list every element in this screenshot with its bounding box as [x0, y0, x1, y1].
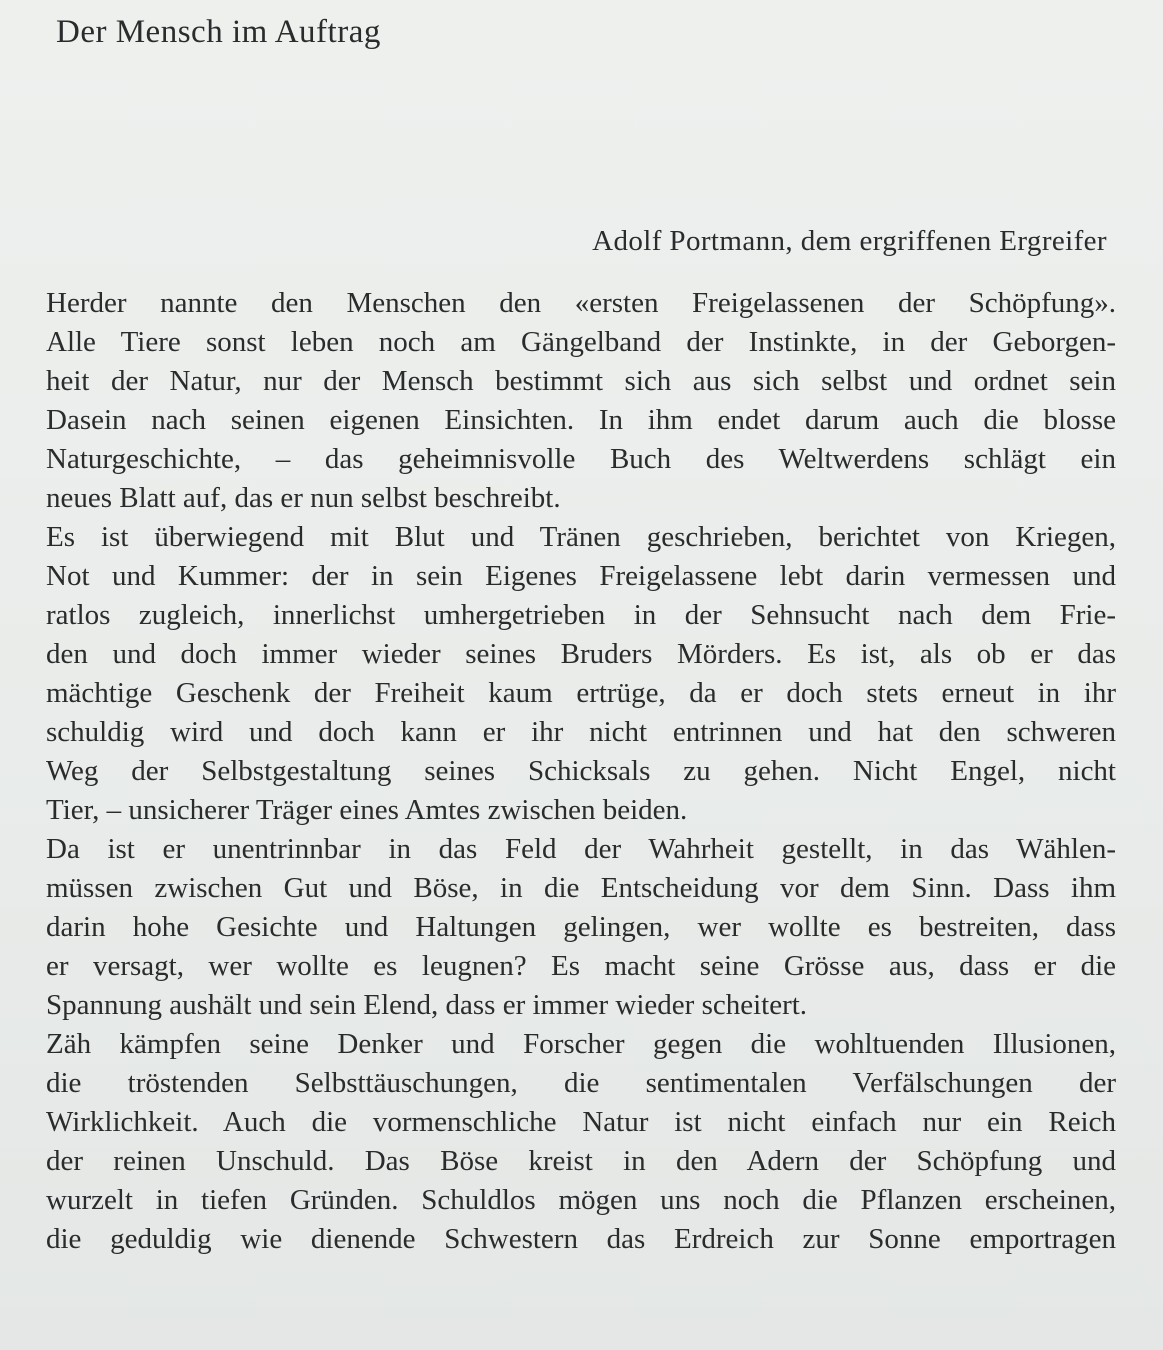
text-line: Spannung aushält und sein Elend, dass er immer wieder scheitert. — [46, 989, 808, 1021]
text-line: die tröstenden Selbsttäuschungen, die sentimentalen Verfälschungen der — [46, 1067, 1116, 1099]
paragraph — [46, 518, 1116, 830]
text-line: Alle Tiere sonst leben noch am Gängelband der Instinkte, in der Geborgen- — [46, 326, 1116, 358]
text-line: mächtige Geschenk der Freiheit kaum ertrüge, da er doch stets erneut in ihr — [46, 677, 1116, 709]
page-title: Der Mensch im Auftrag — [56, 14, 381, 50]
body-text — [46, 284, 1116, 1259]
text-line: ratlos zugleich, innerlichst umhergetrieben in der Sehnsucht nach dem Frie- — [46, 599, 1116, 631]
text-line: darin hohe Gesichte und Haltungen gelingen, wer wollte es bestreiten, dass — [46, 911, 1116, 943]
text-line: Wirklichkeit. Auch die vormenschliche Natur ist nicht einfach nur ein Reich — [46, 1106, 1116, 1138]
text-line: die geduldig wie dienende Schwestern das Erdreich zur Sonne emportragen — [46, 1223, 1116, 1255]
text-line: Dasein nach seinen eigenen Einsichten. In ihm endet darum auch die blosse — [46, 404, 1116, 436]
text-line: neues Blatt auf, das er nun selbst beschreibt. — [46, 482, 561, 514]
text-line: wurzelt in tiefen Gründen. Schuldlos mögen uns noch die Pflanzen erscheinen, — [46, 1184, 1116, 1216]
text-line: Es ist überwiegend mit Blut und Tränen geschrieben, berichtet von Kriegen, — [46, 521, 1116, 553]
text-line: schuldig wird und doch kann er ihr nicht entrinnen und hat den schweren — [46, 716, 1116, 748]
text-line: Da ist er unentrinnbar in das Feld der Wahrheit gestellt, in das Wählen- — [46, 833, 1116, 865]
text-line: er versagt, wer wollte es leugnen? Es macht seine Grösse aus, dass er die — [46, 950, 1116, 982]
paragraph — [46, 1025, 1116, 1259]
text-line: Zäh kämpfen seine Denker und Forscher gegen die wohltuenden Illusionen, — [46, 1028, 1116, 1060]
text-line: Weg der Selbstgestaltung seines Schicksals zu gehen. Nicht Engel, nicht — [46, 755, 1116, 787]
text-line: den und doch immer wieder seines Bruders Mörders. Es ist, als ob er das — [46, 638, 1116, 670]
dedication: Adolf Portmann, dem ergriffenen Ergreifer — [592, 225, 1107, 257]
text-line: Not und Kummer: der in sein Eigenes Freigelassene lebt darin vermessen und — [46, 560, 1116, 592]
text-line: Naturgeschichte, – das geheimnisvolle Buch des Weltwerdens schlägt ein — [46, 443, 1116, 475]
paragraph — [46, 830, 1116, 1025]
paragraph — [46, 284, 1116, 518]
text-line: Herder nannte den Menschen den «ersten Freigelassenen der Schöpfung». — [46, 287, 1116, 319]
text-line: müssen zwischen Gut und Böse, in die Entscheidung vor dem Sinn. Dass ihm — [46, 872, 1116, 904]
text-line: Tier, – unsicherer Träger eines Amtes zwischen beiden. — [46, 794, 688, 826]
text-line: heit der Natur, nur der Mensch bestimmt sich aus sich selbst und ordnet sein — [46, 365, 1116, 397]
text-line: der reinen Unschuld. Das Böse kreist in den Adern der Schöpfung und — [46, 1145, 1116, 1177]
